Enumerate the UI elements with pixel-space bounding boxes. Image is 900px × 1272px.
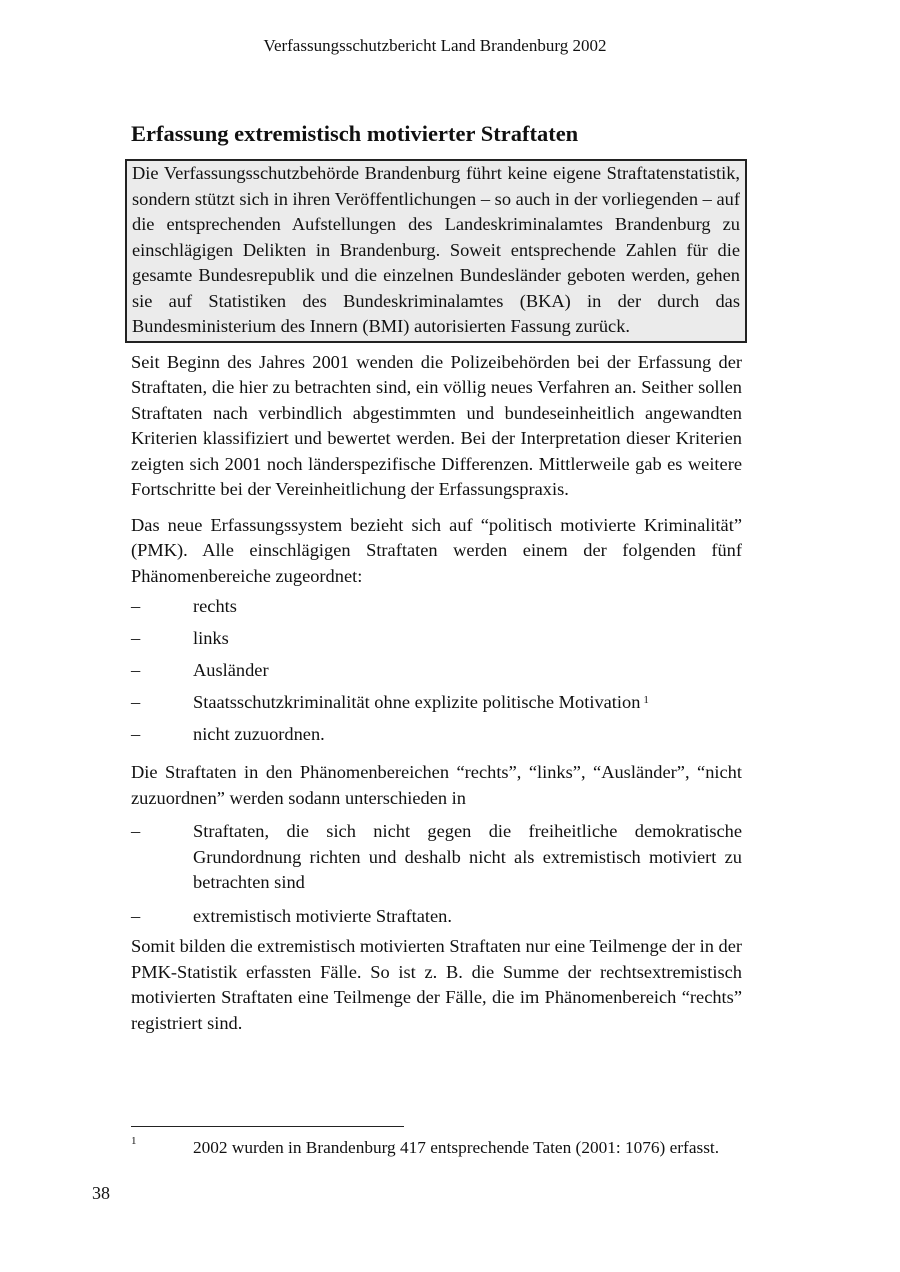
list-item bbox=[131, 718, 742, 750]
dash-bullet: – bbox=[131, 821, 141, 841]
list-item bbox=[131, 590, 742, 622]
page-content bbox=[131, 117, 742, 1036]
list-item bbox=[131, 622, 742, 654]
dash-bullet: – bbox=[131, 692, 141, 712]
list-item-text: Straftaten, die sich nicht gegen die freiheitliche demokratische Grundordnung richten und deshalb nicht als extremistisch motiviert zu betrachten sind bbox=[193, 821, 742, 892]
list-item bbox=[131, 686, 742, 718]
dash-bullet: – bbox=[131, 724, 141, 744]
paragraph-pmk-system: Das neue Erfassungssystem bezieht sich auf “politisch motivierte Kriminalität” (PMK). Alle einschlägigen Straftaten werden einem der folgenden fünf Phänomenbereiche zugeordnet: bbox=[131, 514, 742, 586]
list-item-text: Staatsschutzkriminalität ohne explizite politische Motivation bbox=[193, 692, 641, 712]
footnote-reference[interactable]: 1 bbox=[643, 694, 649, 706]
list-item-text: Ausländer bbox=[193, 660, 269, 680]
footnote-number: 1 bbox=[131, 1135, 137, 1147]
list-item-text: links bbox=[193, 628, 229, 648]
paragraph-erfassungsverfahren: Seit Beginn des Jahres 2001 wenden die Polizeibehörden bei der Erfassung der Straftaten, die hier zu betrachten sind, ein völlig neues Verfahren an. Seither sollen Straftaten nach verbindlich abgestimmten und bundeseinheitlich angewandten Kriterien klassifiziert und bewertet werden. Bei der Interpretation dieser Kriterien zeigten sich 2001 noch länderspezifische Differenzen. Mittlerweile gab es weitere Fortschritte bei der Vereinheitlichung der Erfassungspraxis. bbox=[131, 351, 742, 499]
section-title: Erfassung extremistisch motivierter Straftaten bbox=[131, 121, 579, 146]
running-header: Verfassungsschutzbericht Land Brandenburg 2002 bbox=[263, 36, 607, 55]
list-item bbox=[131, 654, 742, 686]
dash-bullet: – bbox=[131, 905, 141, 926]
footnote-text: 2002 wurden in Brandenburg 417 entsprechende Taten (2001: 1076) erfasst. bbox=[193, 1138, 720, 1157]
footnote-divider bbox=[131, 1126, 404, 1127]
paragraph-unterscheidung: Die Straftaten in den Phänomenbereichen “rechts”, “links”, “Ausländer”, “nicht zuzuordnen” werden sodann unterschieden in bbox=[131, 762, 742, 808]
classification-list bbox=[131, 819, 742, 929]
list-item-text: extremistisch motivierte Straftaten. bbox=[193, 905, 452, 926]
dash-bullet: – bbox=[131, 628, 141, 648]
list-item-text: rechts bbox=[193, 596, 237, 616]
info-box-text: Die Verfassungsschutzbehörde Brandenburg führt keine eigene Straftatenstatistik, sondern stützt sich in ihren Veröffentlichungen – so auch in der vorliegenden – auf die entsprechenden Aufstellungen des Landeskriminalamtes Brandenburg zu einschlägigen Delikten in Brandenburg. Soweit entsprechende Zahlen für die gesamte Bundesrepublik und die einzelnen Bundesländer geboten werden, gehen sie auf Statistiken des Bundeskriminalamtes (BKA) in der durch das Bundesministerium des Innern (BMI) autorisierten Fassung zurück. bbox=[132, 163, 740, 336]
dash-bullet: – bbox=[131, 596, 141, 616]
dash-bullet: – bbox=[131, 660, 141, 680]
info-box bbox=[125, 159, 747, 343]
list-item-text: nicht zuzuordnen. bbox=[193, 724, 325, 744]
footnote bbox=[131, 1136, 739, 1160]
page-number: 38 bbox=[92, 1183, 110, 1203]
list-item bbox=[131, 819, 742, 896]
paragraph-teilmenge: Somit bilden die extremistisch motivierten Straftaten nur eine Teilmenge der in der PMK-Statistik erfassten Fälle. So ist z. B. die Summe der rechtsextremistisch motivierten Straftaten eine Teilmenge der Fälle, die im Phänomenbereich “rechts” registriert sind. bbox=[131, 936, 742, 1033]
list-item bbox=[131, 904, 742, 930]
phenomena-list bbox=[131, 590, 742, 750]
